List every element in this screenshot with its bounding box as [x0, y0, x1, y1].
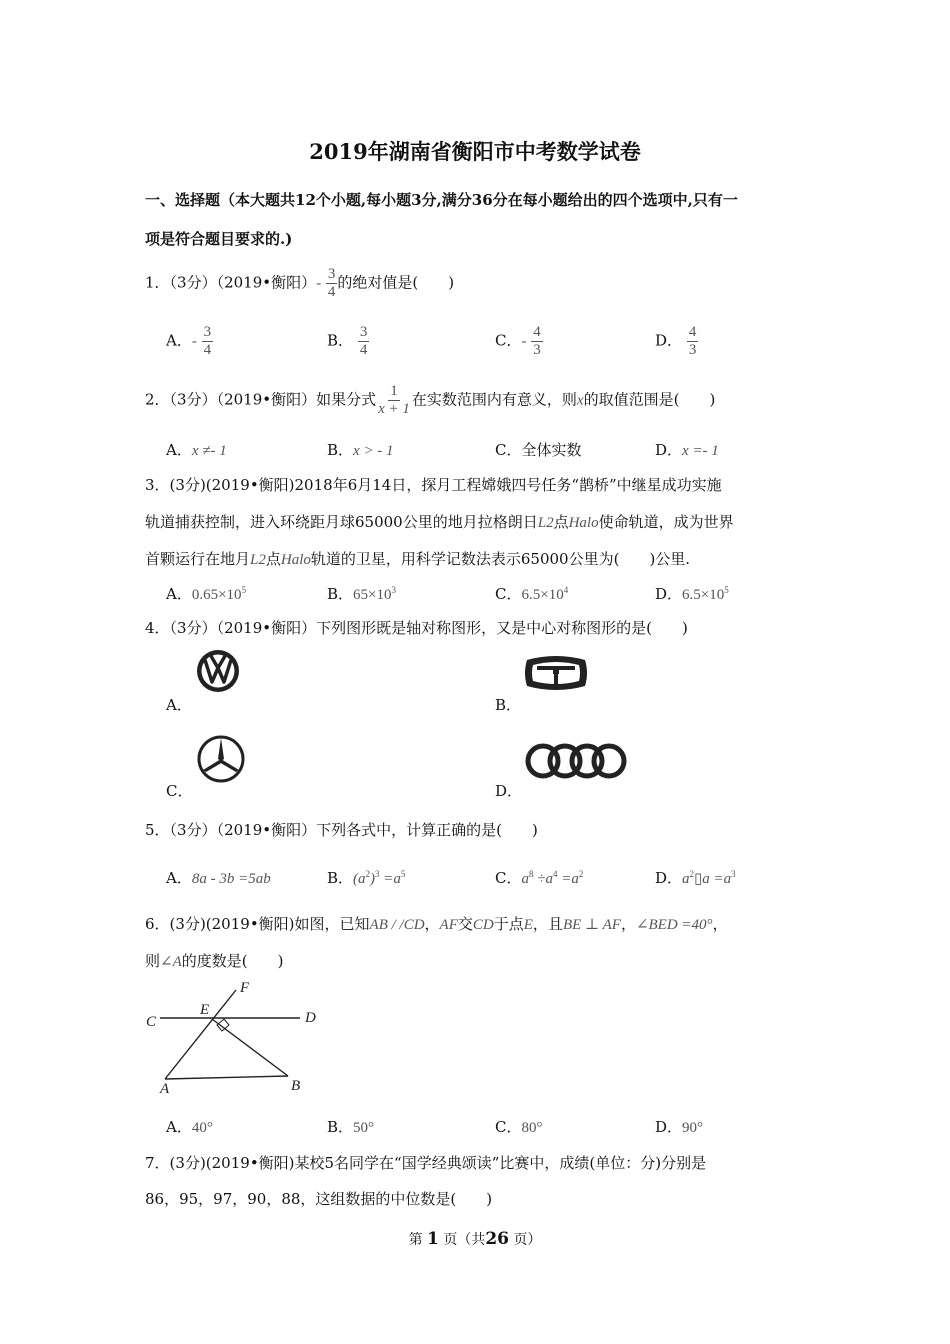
q1-option-c[interactable]: C．- $\frac{4}{3}$	[495, 324, 541, 358]
q6-option-a[interactable]: A．40°	[166, 1118, 213, 1136]
q4-option-d[interactable]: D．	[495, 782, 523, 800]
question-5: 5．（3分）（2019•衡阳）下列各式中，计算正确的是( )	[145, 821, 538, 839]
q3-option-c[interactable]: C．$6.5\times 10^4$	[495, 585, 569, 603]
question-6-line2: 则∠A的度数是( )	[145, 952, 284, 970]
question-7-line2: 86，95，97，90，88，这组数据的中位数是( )	[145, 1190, 493, 1208]
q3-option-b[interactable]: B．$65\times 10^3$	[327, 585, 396, 603]
q1-option-d[interactable]: D． $\frac{4}{3}$	[655, 324, 697, 358]
question-1: 1．（3分）（2019•衡阳）- $\frac{3}{4}$ 的绝对值是( )	[145, 266, 455, 300]
question-3-line1: 3．(3分)(2019•衡阳)2018年6月14日，探月工程嫦娥四号任务“鹊桥”中继星成功实施	[145, 476, 722, 494]
audi-logo-icon	[523, 741, 629, 781]
fraction: $\frac{3}{4}$	[327, 266, 336, 300]
q2-option-d[interactable]: D．x =- 1	[655, 441, 719, 459]
label-e: E	[200, 1002, 210, 1018]
q3-option-a[interactable]: A．$0.65\times 10^5$	[166, 585, 247, 603]
q2-option-b[interactable]: B．x > - 1	[327, 441, 394, 459]
right-angle-mark	[217, 1019, 229, 1031]
q6-option-b[interactable]: B．50°	[327, 1118, 375, 1136]
q6-option-c[interactable]: C．80°	[495, 1118, 543, 1136]
faw-logo-icon	[523, 654, 589, 692]
label-d: D	[305, 1010, 316, 1026]
q5-option-a[interactable]: A．8a - 3b =5ab	[166, 869, 271, 887]
label-f: F	[240, 980, 250, 996]
q3-option-d[interactable]: D．$6.5\times 10^5$	[655, 585, 729, 603]
q4-option-b[interactable]: B．	[495, 696, 522, 714]
label-c: C	[146, 1014, 157, 1030]
q5-option-d[interactable]: D．$a^2▯a =a^3$	[655, 869, 736, 887]
page-title: 2019年湖南省衡阳市中考数学试卷	[309, 139, 641, 164]
question-2: 2．（3分）（2019•衡阳）如果分式 $\frac{1}{x + 1}$ 在实数范围内有意义，则x的取值范围是( )	[145, 383, 716, 417]
q1-option-b[interactable]: B． $\frac{3}{4}$	[327, 324, 368, 358]
section-heading: 一、选择题（本大题共12个小题,每小题3分,满分36分在每小题给出的四个选项中,只有一	[145, 191, 738, 209]
question-3-line2: 轨道捕获控制，进入环绕距月球65000公里的地月拉格朗日L2点Halo使命轨道，成为世界	[145, 513, 734, 531]
page-total: 26	[485, 1229, 509, 1249]
line-ab	[165, 1076, 288, 1079]
mercedes-logo-icon	[196, 734, 246, 784]
label-b: B	[291, 1078, 301, 1094]
q5-option-c[interactable]: C．$a^8 \div a^4 =a^2$	[495, 869, 584, 887]
page-number: 1	[427, 1229, 439, 1249]
geometry-figure	[140, 980, 330, 1096]
question-6-line1: 6．(3分)(2019•衡阳)如图，已知AB / /CD，AF交CD于点E，且BE ⊥ AF，∠BED =40°，	[145, 915, 728, 933]
page-footer: 第 1 页（共26 页）	[408, 1229, 542, 1249]
q4-option-c[interactable]: C．	[166, 782, 193, 800]
volkswagen-logo-icon	[195, 648, 241, 694]
question-7-line1: 7．(3分)(2019•衡阳)某校5名同学在“国学经典颂读”比赛中，成绩(单位：分)分别是	[145, 1154, 707, 1172]
question-3-line3: 首颗运行在地月L2点Halo轨道的卫星，用科学记数法表示65000公里为( )公里.	[145, 550, 691, 568]
q2-option-a[interactable]: A．x ≠- 1	[166, 441, 227, 459]
section-heading-cont: 项是符合题目要求的.)	[145, 230, 293, 248]
q6-option-d[interactable]: D．90°	[655, 1118, 704, 1136]
q4-option-a[interactable]: A．	[166, 696, 192, 714]
line-be	[212, 1019, 288, 1076]
q5-option-b[interactable]: B．$(a^2)^3 =a^5$	[327, 869, 406, 887]
label-a: A	[160, 1081, 170, 1096]
question-4: 4．（3分）（2019•衡阳）下列图形既是轴对称图形，又是中心对称图形的是( )	[145, 619, 688, 637]
q1-option-a[interactable]: A．- $\frac{3}{4}$	[166, 324, 212, 358]
q2-option-c[interactable]: C．全体实数	[495, 441, 582, 459]
